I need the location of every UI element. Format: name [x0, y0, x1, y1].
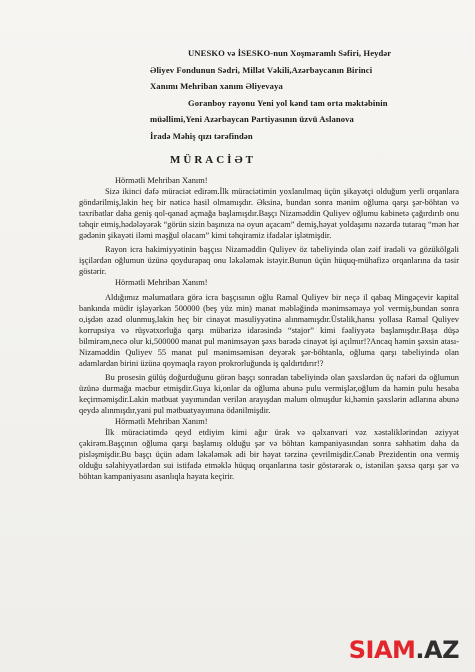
header-line: Goranboy rayonu Yeni yol kənd tam orta məktəbinin — [188, 97, 388, 108]
header-line: Xanımı Mehriban xanım Əliyevaya — [150, 81, 283, 91]
letter-body — [79, 176, 459, 482]
document-title: MÜRACİƏT — [170, 154, 256, 166]
watermark-text-domain: .AZ — [415, 636, 459, 664]
paragraph: Aldığımız məlumatlara görə icra başçısının oğlu Ramal Quliyev bir neçə il qabaq Mingəçevir kapital bankında müdir işləyərkən 500000 (beş yüz min) manat məbləğində mənimsəməyə yol vermiş,bundan sonra o,işdən azad olunmuş,lakin heç bir cinayət məsuliyyətinə alınmamışdır.Üstəlik,hansı yollasa Ramal Quliyev korrupsiya və rüşvətxorluğa qarşı mübarizə idarəsində “stajor” kimi fəaliyyətə başlamışdır.Başa düşə bilmirəm,necə olur ki,500000 manat pul mənimsəyən şəxs barədə cinayət işi açılmır!?Ancaq həmin şəxsin atası-Nizaməddin Quliyev 55 manat pul mənimsəmisən deyərək şər-böhtanla, oğluma qarşı tabeliyində olan adamlardan birini üzünə qoymaqla rayon prokrorluğunda iş qaldırtdırır!? — [79, 293, 459, 368]
letter-header — [150, 45, 450, 144]
greeting: Hörmətli Mehriban Xanım! — [115, 417, 208, 427]
paragraph: Sizə ikinci dəfə müraciət edirəm.İlk müraciətimin yoxlanılmaq üçün şikayətçi olduğum yerli orqanlara göndərilmiş,lakin heç bir nəticə hasil olmamışdır. Əksinə, bundan sonra mənim oğluma qarşı şər-böhtan və təxribatlar daha geniş qol-qanad açmağa başlamışdır.Başçı Nizaməddin Quliyev oğlumu kabinetə çağırdırıb onu təhqir etmiş,hədələyərək “görün sizin başınıza nə oyun açacam” demiş,həyat yoldaşımı nəzərdə tutaraq “mən hər gədənin şikayəti iləmi məşğul olacam” kimi təhqiramiz ifadələr işlətmişdir. — [79, 186, 459, 240]
header-line: İradə Məhiş qızı tərəfindən — [150, 130, 253, 141]
paragraph: İlk müraciətimdə qeyd etdiyim kimi ağır ürək və qəlxanvari vəz xəstəliklərindən əziyyət çəkirəm.Başçının oğluma qarşı başlamış olduğu şər və böhtan kampaniyasından sonra səhhətim daha da pisləşmişdir.Bu başçı üçün adam ləkələmək adi bir həyat tərzinə çevrilmişdir.Cənab Prezidentin ona vermiş olduğu səlahiyyətlərdən sui istifadə etməklə hüquq orqanlarına təsir göstərərək o, istənilən şəxsə qarşı şər və böhtan kampaniyasını asanlıqla həyata keçirir. — [79, 427, 459, 481]
greeting: Hörmətli Mehriban Xanım! — [115, 278, 208, 288]
watermark-text-main: SIAM — [348, 636, 416, 664]
header-line: UNESKO və İSESKO-nun Xoşməramlı Səfiri, Heydər — [188, 48, 392, 58]
paragraph: Bu prosesin gülüş doğurduğunu görən başçı sonradan tabeliyində olan şəxslərdən üç nəfəri də oğlumun üzünə durmağa məcbur etmişdir.Guya ki,onlar da oğluma abunə pulu vermişlər,oğlum da həmin pulu hesaba keçirməmişdir.Lakin mətbuat yayımından verilən arayışdan məlum olmuşdur ki,həmin şəxslərin adlarına abunə qeydə alınmışdır,yani pul mətbuatyayımına ödənilmişdir. — [79, 373, 459, 416]
header-line: müəllimi,Yeni Azərbaycan Partiyasının üzvü Aslanova — [150, 114, 354, 124]
greeting: Hörmətli Mehriban Xanım! — [115, 176, 208, 185]
paragraph: Rayon icra hakimiyyətinin başçısı Nizaməddin Quliyev öz tabeliyində olan zəif iradəli və gözükölgəli işçilərdən oğlumun üzünə qoydurараq onu ləkələmək istəyir.Bunun üçün hüquq-mühafizə orqanlarına da təsir göstərir. — [79, 245, 459, 277]
site-watermark-logo — [349, 636, 459, 664]
header-line: Əliyev Fondunun Sədri, Millət Vəkili,Azərbaycanın Birinci — [150, 64, 373, 75]
